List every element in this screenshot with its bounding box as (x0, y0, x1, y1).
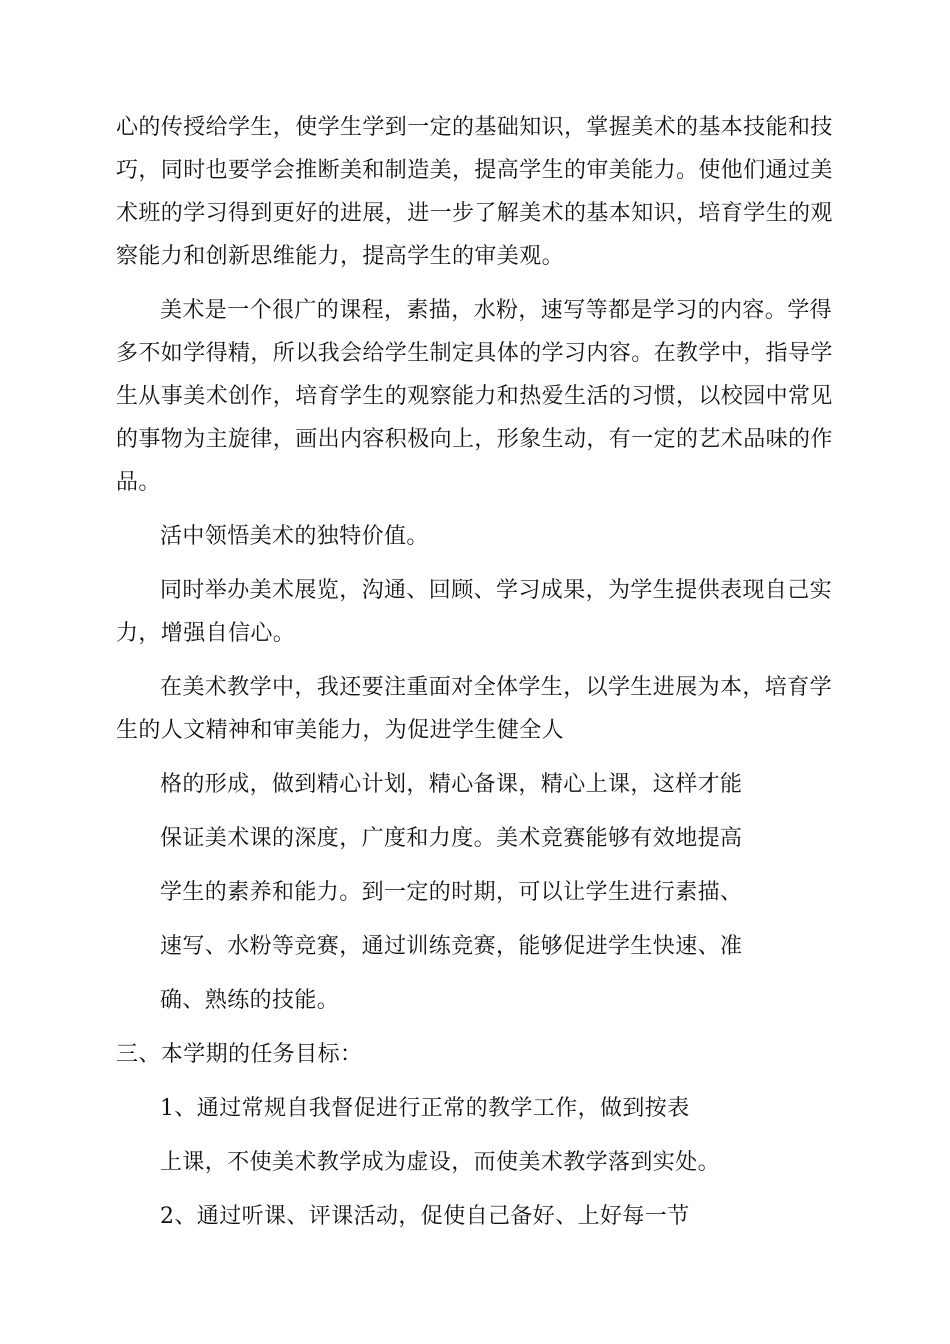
paragraph-2-line-2: 多不如学得精，所以我会给学生制定具体的学习内容。在教学中，指导学 (116, 341, 833, 366)
goal-2-line-1: 2、通过听课、评课活动，促使自己备好、上好每一节 (160, 1204, 690, 1229)
paragraph-6-line-5: 确、熟练的技能。 (160, 988, 340, 1013)
paragraph-4-line-2: 力，增强自信心。 (116, 621, 296, 646)
paragraph-1-line-1: 心的传授给学生，使学生学到一定的基础知识，掌握美术的基本技能和技 (116, 115, 833, 140)
paragraph-2-line-1: 美术是一个很广的课程，素描，水粉，速写等都是学习的内容。学得 (160, 298, 833, 323)
paragraph-6-line-2: 保证美术课的深度，广度和力度。美术竞赛能够有效地提高 (160, 826, 743, 851)
paragraph-2-line-3: 生从事美术创作，培育学生的观察能力和热爱生活的习惯，以校园中常见 (116, 384, 833, 409)
goal-1-line-2: 上课，不使美术教学成为虚设，而使美术教学落到实处。 (160, 1150, 721, 1175)
paragraph-5-line-2: 生的人文精神和审美能力，为促进学生健全人 (116, 718, 565, 743)
paragraph-6-line-3: 学生的素养和能力。到一定的时期，可以让学生进行素描、 (160, 880, 743, 905)
paragraph-1-line-2: 巧，同时也要学会推断美和制造美，提高学生的审美能力。使他们通过美 (116, 158, 833, 183)
paragraph-6-line-1: 格的形成，做到精心计划，精心备课，精心上课，这样才能 (160, 772, 743, 797)
paragraph-1-line-3: 术班的学习得到更好的进展，进一步了解美术的基本知识，培育学生的观 (116, 201, 833, 226)
paragraph-6-line-4: 速写、水粉等竞赛，通过训练竞赛，能够促进学生快速、准 (160, 934, 743, 959)
goal-1-line-1: 1、通过常规自我督促进行正常的教学工作，做到按表 (160, 1096, 690, 1121)
paragraph-2-line-5: 品。 (116, 470, 161, 495)
section-heading: 三、本学期的任务目标： (116, 1042, 363, 1067)
paragraph-2-line-4: 的事物为主旋律，画出内容积极向上，形象生动，有一定的艺术品味的作 (116, 427, 833, 452)
paragraph-5-line-1: 在美术教学中，我还要注重面对全体学生，以学生进展为本，培育学 (160, 675, 833, 700)
paragraph-1-line-4: 察能力和创新思维能力，提高学生的审美观。 (116, 244, 565, 269)
paragraph-3-line-1: 活中领悟美术的独特价值。 (160, 524, 429, 549)
paragraph-4-line-1: 同时举办美术展览，沟通、回顾、学习成果，为学生提供表现自己实 (160, 578, 833, 603)
